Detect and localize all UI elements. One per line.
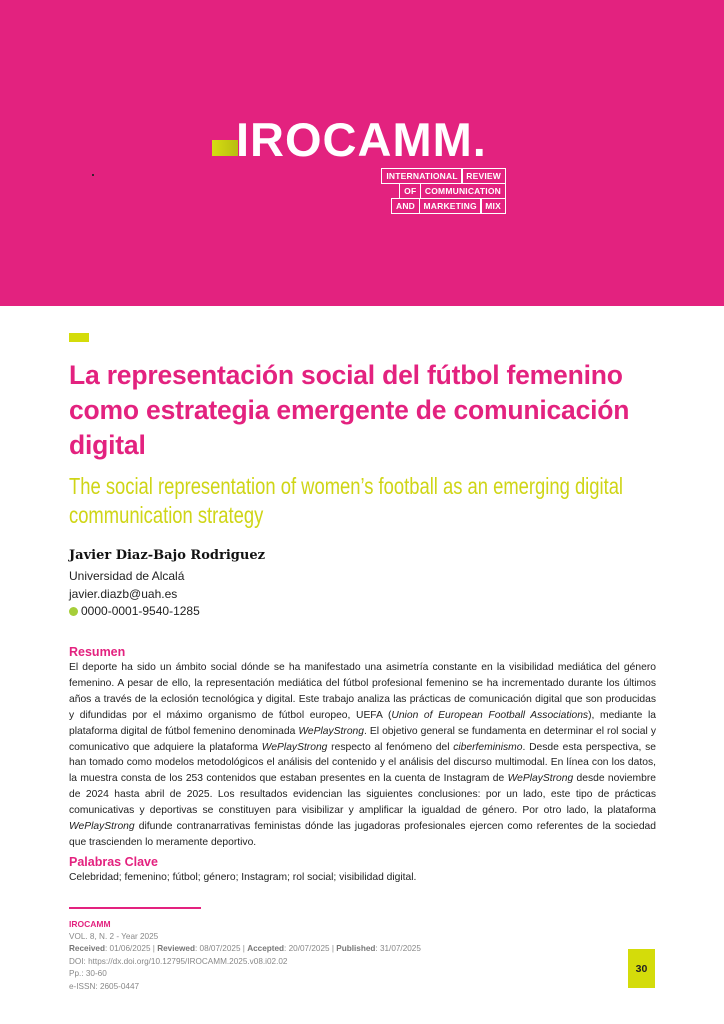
abstract-italic-term: WePlayStrong <box>69 821 135 833</box>
abstract-segment: desde noviembre de 2024 hasta abril de 2025. Los resultados evidencian las siguientes conclusiones: por un lado, este tipo de prácticas comunicativas y deportivas se constituyen para visibilizar y amplificar la igualdad de género. Por otro lado, la plataforma <box>69 773 656 817</box>
article-title-es: La representación social del fútbol femenino como estrategia emergente de comunicación digital <box>69 360 630 460</box>
accepted-label: Accepted <box>247 944 285 954</box>
logo-subtitle-boxes <box>380 168 506 213</box>
published-label: Published <box>336 944 376 954</box>
abstract-segment: respecto al fenómeno del <box>327 741 454 753</box>
abstract-italic-term: WePlayStrong <box>261 741 328 753</box>
footer-journal: IROCAMM <box>69 919 111 929</box>
footer-doi[interactable]: DOI: https://dx.doi.org/10.12795/IROCAMM.2025.v08.i02.02 <box>69 956 288 966</box>
logo-box-row <box>380 198 506 214</box>
journal-header-banner <box>0 0 724 306</box>
article-metadata <box>69 918 421 994</box>
logo-box-word: AND <box>391 198 420 214</box>
page-number: 30 <box>628 949 655 988</box>
logo-box-word: MIX <box>480 198 506 214</box>
logo-box-row <box>380 183 506 199</box>
author-name: Javier Diaz-Bajo Rodriguez <box>69 548 265 563</box>
author-orcid[interactable] <box>69 604 200 618</box>
speck <box>92 174 94 176</box>
logo-box-word: COMMUNICATION <box>420 183 506 199</box>
published-date: : 31/07/2025 <box>375 944 421 954</box>
keywords-text: Celebridad; femenino; fútbol; género; Instagram; rol social; visibilidad digital. <box>69 872 417 883</box>
logo-box-word: INTERNATIONAL <box>381 168 462 184</box>
reviewed-date: : 08/07/2025 | <box>194 944 248 954</box>
abstract-segment: ), mediante la plataforma digital de fútbol femenino denominada <box>69 709 657 737</box>
orcid-icon <box>69 607 78 616</box>
logo-box-row <box>380 168 506 184</box>
article-title-en: The social representation of women’s football as an emerging digital communication strategy <box>69 473 624 528</box>
reviewed-label: Reviewed <box>157 944 195 954</box>
received-date: : 01/06/2025 | <box>104 944 158 954</box>
logo-box-word: MARKETING <box>419 198 482 214</box>
logo-wordmark: IROCAMM. <box>236 113 487 166</box>
accepted-date: : 20/07/2025 | <box>284 944 337 954</box>
title-accent-bar <box>69 333 89 342</box>
footer-pages: Pp.: 30-60 <box>69 969 107 979</box>
abstract-italic-term: WePlayStrong <box>298 725 365 737</box>
footer-divider <box>69 907 201 909</box>
orcid-id: 0000-0001-9540-1285 <box>81 604 200 618</box>
keywords-heading: Palabras Clave <box>69 855 158 869</box>
footer-dates <box>69 943 421 956</box>
logo-accent-bar <box>212 140 238 156</box>
abstract-text <box>69 660 656 851</box>
abstract-segment: El deporte ha sido un ámbito social dónde se ha manifestado una asimetría constante en la visibilidad mediática del género femenino. A pesar de ello, la representación mediática del fútbol profesional femenino se ha incrementado durante los últimos años a través de la eclosión tecnológica y digital. Este trabajo analiza las prácticas de comunicación digital que son producidas y difundidas por el máximo organismo de fútbol europeo, UEFA ( <box>69 662 656 721</box>
logo-box-word: OF <box>399 183 421 199</box>
abstract-segment: difunde contranarrativas feministas dónde las jugadoras profesionales ejercen como referentes de la sociedad que trascienden lo meramente deportivo. <box>69 821 656 848</box>
logo-box-word: REVIEW <box>461 168 506 184</box>
author-email[interactable]: javier.diazb@uah.es <box>69 587 178 601</box>
abstract-italic-term: WePlayStrong <box>507 773 574 785</box>
abstract-italic-term: ciberfeminismo <box>453 741 523 753</box>
footer-eissn: e-ISSN: 2605-0447 <box>69 981 140 991</box>
abstract-segment: . Desde esta perspectiva, se han tomado como modelos metodológicos el análisis del contenido y el análisis del discurso multimodal. En línea con los datos, la muestra consta de los 253 contenidos que estaban presentes en la cuenta de Instagram de <box>69 741 656 785</box>
abstract-segment: . El objetivo general se fundamenta en determinar el rol social y comunicativo que adquiere la plataforma <box>69 725 656 753</box>
received-label: Received <box>69 944 105 954</box>
abstract-heading: Resumen <box>69 645 126 659</box>
footer-volume: VOL. 8, N. 2 - Year 2025 <box>69 931 159 941</box>
author-affiliation: Universidad de Alcalá <box>69 569 185 583</box>
abstract-italic-term: Union of European Football Associations <box>391 709 589 721</box>
